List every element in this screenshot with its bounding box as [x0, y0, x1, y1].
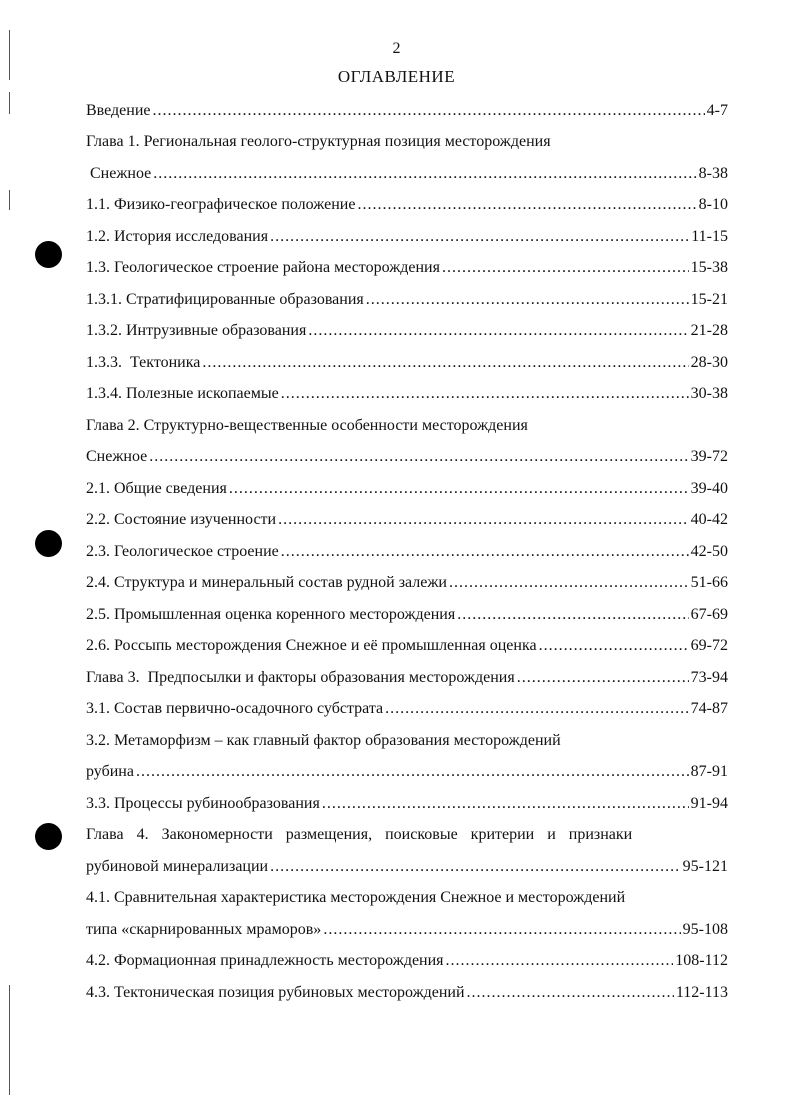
toc-entry-title: 1.1. Физико-географическое положение [86, 196, 356, 214]
leader-dots [153, 165, 696, 183]
leader-dots [270, 228, 689, 246]
toc-entry-pages: 11-15 [691, 227, 728, 245]
toc-entry-title: 2.6. Россыпь месторождения Снежное и её промышленная оценка [86, 637, 537, 655]
toc-entry [86, 95, 728, 127]
toc-entry-pages: 67-69 [690, 605, 728, 623]
scan-margin-mark [9, 190, 10, 210]
toc-entry [86, 379, 728, 411]
toc-entry [86, 757, 728, 789]
punch-hole [35, 241, 62, 268]
toc-entry [86, 442, 728, 474]
toc-entry-pages: 8-10 [698, 196, 728, 214]
toc-entry-title: 1.3.4. Полезные ископаемые [86, 385, 279, 403]
toc-entry-pages: 30-38 [690, 385, 728, 403]
leader-dots [322, 795, 689, 813]
leader-dots [442, 259, 689, 277]
toc-entry-pages: 42-50 [690, 542, 728, 560]
toc-entry [86, 599, 728, 631]
leader-dots [278, 511, 689, 529]
scan-margin-mark [9, 985, 10, 1095]
toc-entry-title: 1.3.3. Тектоника [86, 353, 201, 371]
toc-entry-pages: 95-108 [682, 920, 728, 938]
toc-entry-pages: 95-121 [682, 857, 728, 875]
toc-entry-title: 4.1. Сравнительная характеристика месторождения Снежное и месторождений [86, 889, 626, 907]
toc-entry-title: рубиновой минерализации [86, 857, 269, 875]
leader-dots [539, 637, 689, 655]
toc-entry-title: 4.3. Тектоническая позиция рубиновых месторождений [86, 983, 465, 1001]
page-number: 2 [392, 40, 401, 57]
toc-entry-pages: 74-87 [690, 700, 728, 718]
leader-dots [385, 700, 689, 718]
toc-entry [86, 662, 728, 694]
toc-entry-title: 2.2. Состояние изученности [86, 511, 277, 529]
toc-entry-pages: 108-112 [675, 952, 728, 970]
table-of-contents [86, 95, 728, 1009]
leader-dots [270, 858, 681, 876]
toc-entry-pages: 112-113 [675, 983, 728, 1001]
toc-entry-title: 2.1. Общие сведения [86, 479, 227, 497]
toc-entry [86, 505, 728, 537]
toc-entry-title: 1.3.2. Интрузивные образования [86, 322, 307, 340]
toc-entry [86, 158, 728, 190]
page-title: ОГЛАВЛЕНИЕ [337, 67, 456, 86]
toc-entry-title: 1.2. История исследования [86, 227, 269, 245]
leader-dots [357, 196, 696, 214]
toc-entry-pages: 4-7 [706, 101, 728, 119]
toc-entry [86, 977, 728, 1009]
leader-dots [149, 448, 688, 466]
toc-entry-title: 2.5. Промышленная оценка коренного месторождения [86, 605, 456, 623]
leader-dots [323, 921, 680, 939]
punch-hole [35, 823, 62, 850]
toc-entry-pages: 28-30 [690, 353, 728, 371]
toc-entry-title: 3.2. Метаморфизм – как главный фактор образования месторождений [86, 731, 561, 749]
leader-dots [153, 102, 705, 120]
toc-entry [86, 568, 728, 600]
leader-dots [229, 480, 689, 498]
toc-entry [86, 946, 728, 978]
toc-entry [86, 410, 728, 442]
toc-entry-pages: 40-42 [690, 511, 728, 529]
leader-dots [446, 952, 674, 970]
toc-entry [86, 694, 728, 726]
toc-entry [86, 851, 728, 883]
toc-entry-pages: 39-40 [690, 479, 728, 497]
toc-entry [86, 883, 728, 915]
toc-entry-title: Введение [86, 101, 151, 119]
toc-entry-title: Снежное [86, 448, 148, 466]
toc-entry-title: 3.1. Состав первично-осадочного субстрата [86, 700, 384, 718]
toc-entry [86, 190, 728, 222]
toc-entry-pages: 15-38 [690, 259, 728, 277]
toc-entry-title: Снежное [90, 164, 152, 182]
toc-entry [86, 725, 728, 757]
toc-entry-title: 2.4. Структура и минеральный состав рудной залежи [86, 574, 447, 592]
toc-entry [86, 536, 728, 568]
toc-entry [86, 253, 728, 285]
leader-dots [366, 291, 689, 309]
toc-entry-title: Глава 4. Закономерности размещения, поисковые критерии и признаки [86, 826, 633, 844]
toc-entry-pages: 87-91 [690, 763, 728, 781]
toc-entry-pages: 51-66 [690, 574, 728, 592]
leader-dots [202, 354, 688, 372]
toc-entry-title: 2.3. Геологическое строение [86, 542, 279, 560]
toc-entry [86, 473, 728, 505]
toc-entry-pages: 15-21 [690, 290, 728, 308]
toc-entry [86, 788, 728, 820]
toc-entry-title: Глава 3. Предпосылки и факторы образования месторождения [86, 668, 515, 686]
toc-entry-pages: 91-94 [690, 794, 728, 812]
leader-dots [449, 574, 689, 592]
toc-entry-title: Глава 1. Региональная геолого-структурная позиция месторождения [86, 133, 551, 151]
toc-entry [86, 221, 728, 253]
leader-dots [517, 669, 689, 687]
toc-entry [86, 820, 728, 852]
toc-entry [86, 631, 728, 663]
punch-hole [35, 530, 62, 557]
toc-entry-pages: 69-72 [690, 637, 728, 655]
toc-entry-title: 3.3. Процессы рубинообразования [86, 794, 320, 812]
toc-entry-title: 1.3. Геологическое строение района месторождения [86, 259, 440, 277]
toc-entry-title: Глава 2. Структурно-вещественные особенности месторождения [86, 416, 528, 434]
leader-dots [308, 322, 688, 340]
toc-entry [86, 347, 728, 379]
toc-entry-pages: 21-28 [690, 322, 728, 340]
scan-margin-mark [9, 92, 10, 114]
toc-entry-pages: 73-94 [690, 668, 728, 686]
toc-entry [86, 316, 728, 348]
leader-dots [281, 543, 689, 561]
toc-entry-pages: 39-72 [690, 448, 728, 466]
toc-entry [86, 127, 728, 159]
leader-dots [457, 606, 688, 624]
toc-entry-title: 4.2. Формационная принадлежность месторождения [86, 952, 444, 970]
toc-entry-title: 1.3.1. Стратифицированные образования [86, 290, 364, 308]
leader-dots [467, 984, 674, 1002]
toc-entry-title: рубина [86, 763, 134, 781]
toc-entry [86, 914, 728, 946]
toc-entry-title: типа «скарнированных мраморов» [86, 920, 322, 938]
leader-dots [136, 763, 689, 781]
toc-entry-pages: 8-38 [698, 164, 728, 182]
leader-dots [281, 385, 689, 403]
toc-entry [86, 284, 728, 316]
